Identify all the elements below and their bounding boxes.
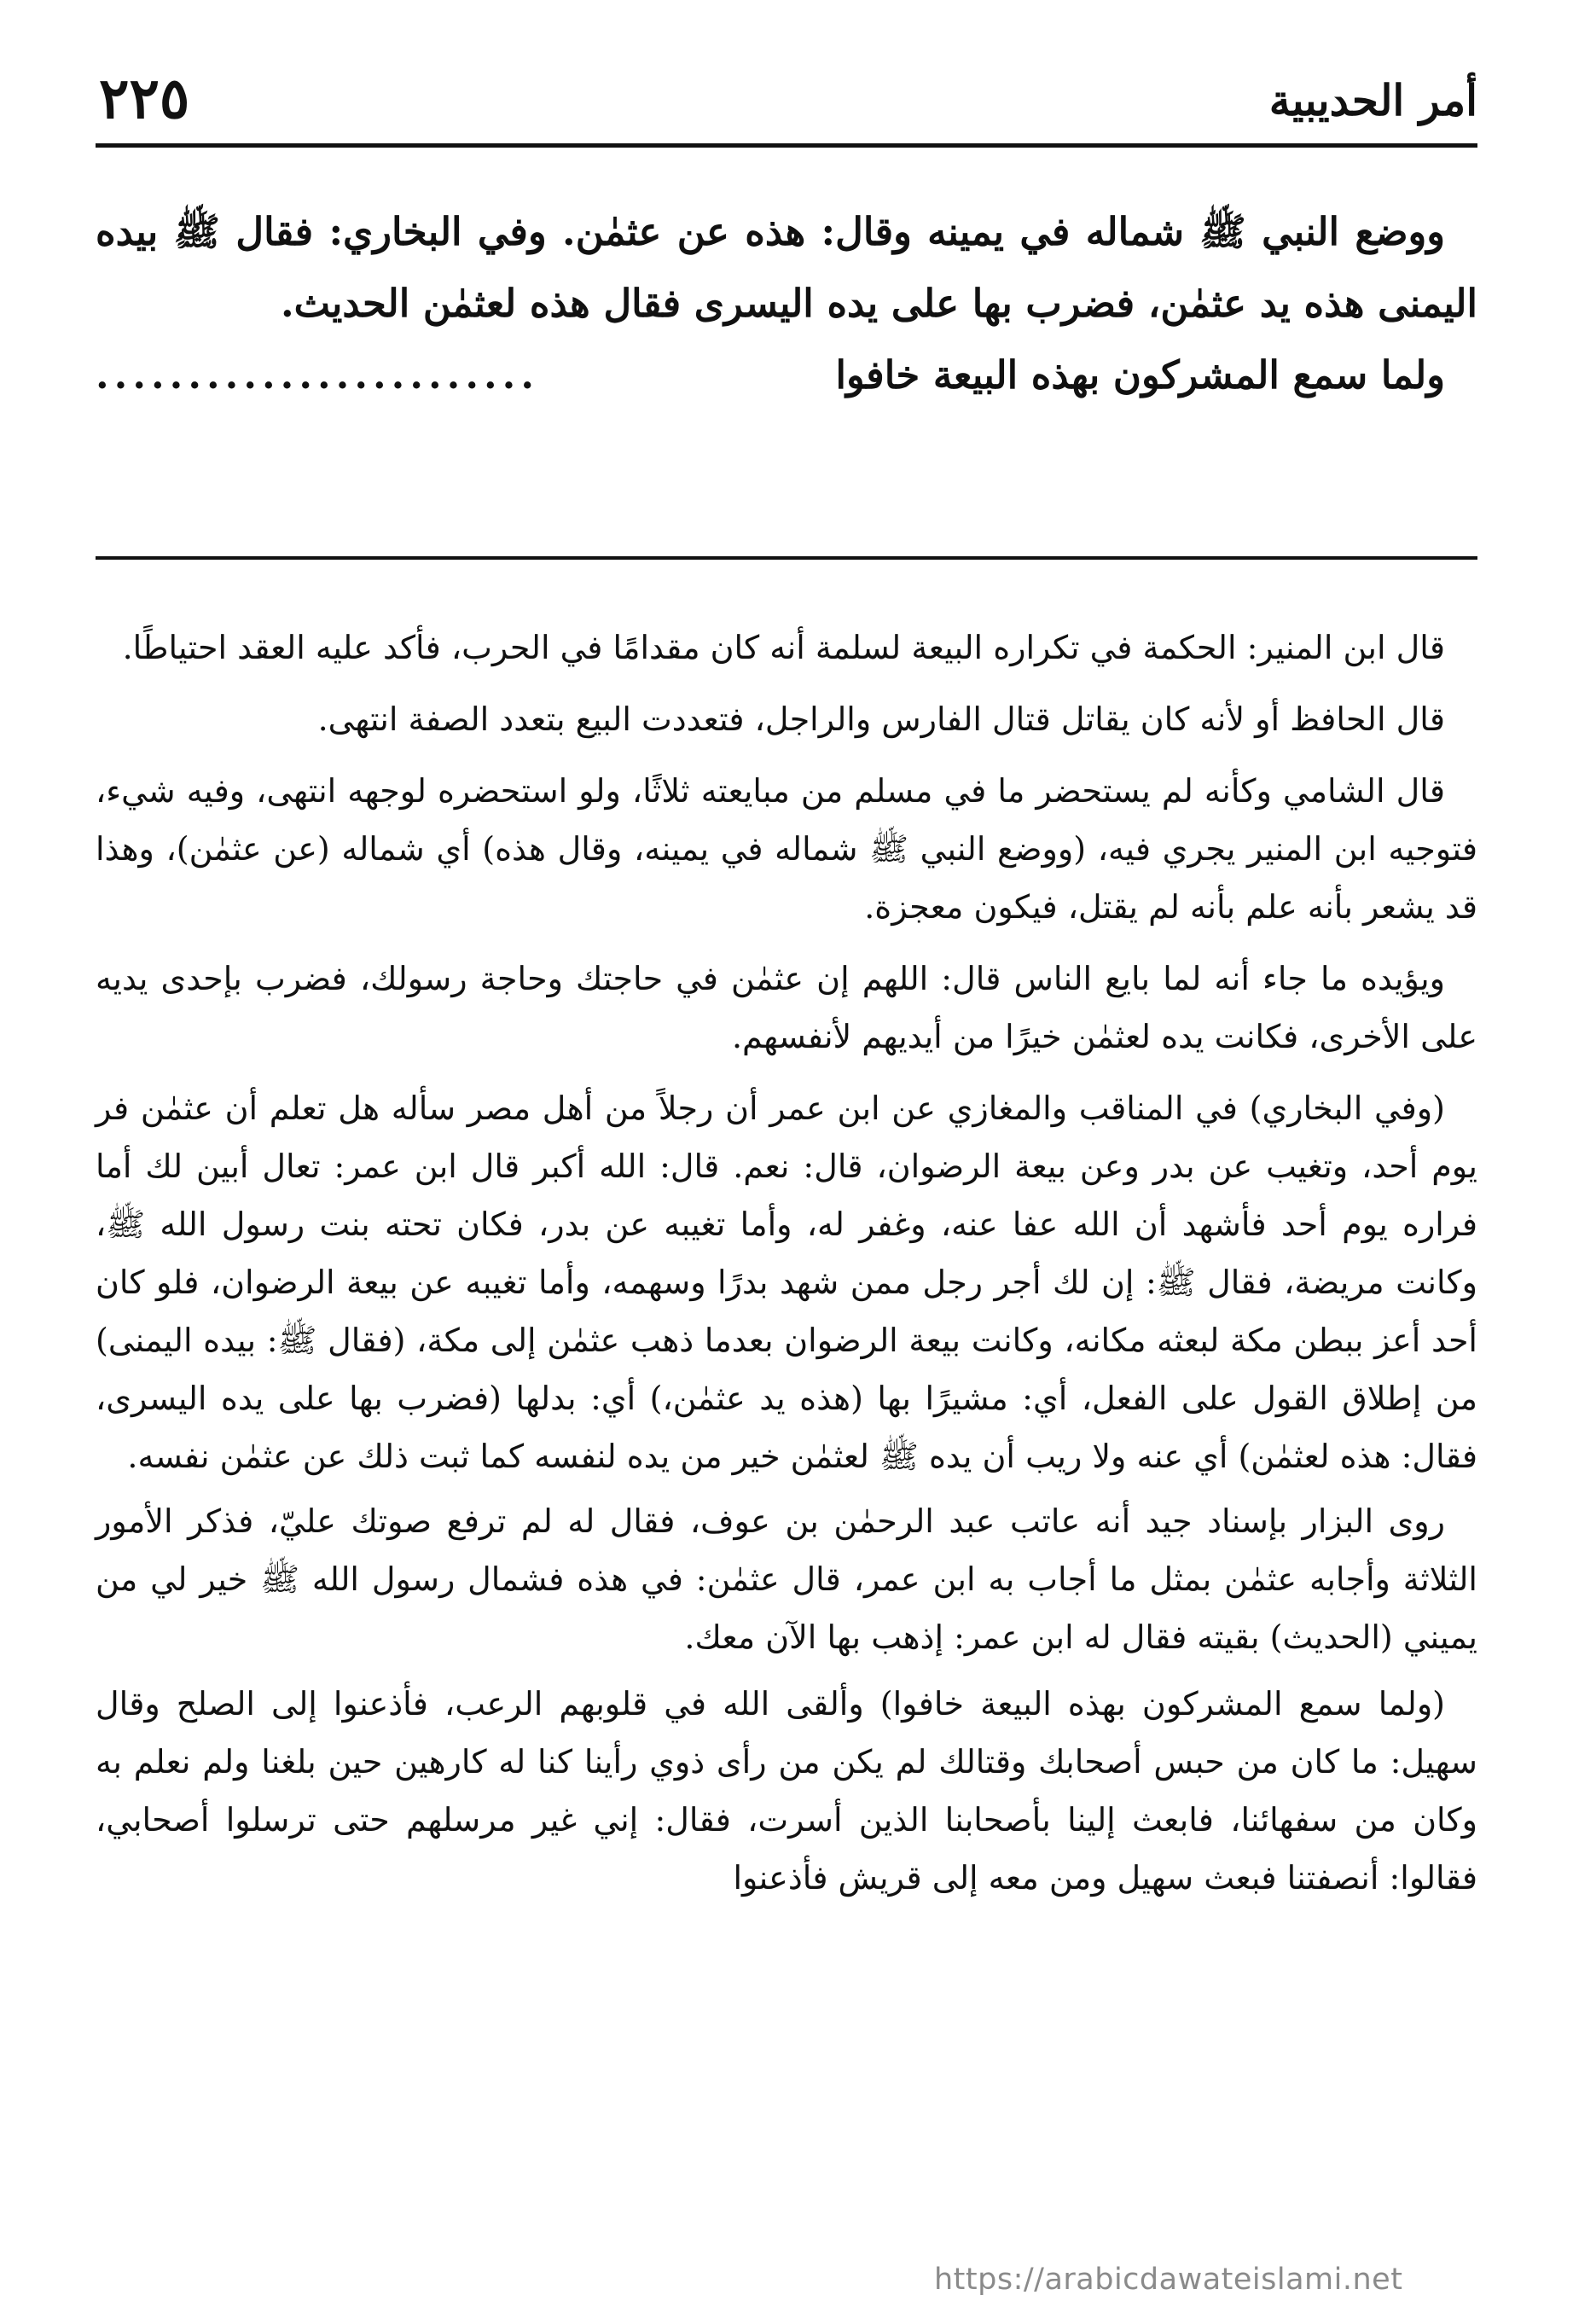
commentary-paragraph: قال ابن المنير: الحكمة في تكراره البيعة لسلمة أنه كان مقدامًا في الحرب، فأكد عليه العقد احتياطًا.: [122, 629, 1445, 666]
commentary-text: [96, 619, 1477, 1920]
book-page: [96, 0, 1477, 2324]
commentary-paragraph: قال الشامي وكأنه لم يستحضر ما في مسلم من مبايعته ثلاثًا، ولو استحضره لوجهه انتهى، وفيه شيء، فتوجيه ابن المنير يجري فيه، (ووضع النبي ﷺ شماله في يمينه، وقال هذه) أي شماله (عن عثمٰن)، وهذا قد يشعر بأنه علم بأنه لم يقتل، فيكون معجزة.: [96, 772, 1477, 926]
chapter-title: أمر الحديبية: [1268, 75, 1477, 125]
watermark-url: https://arabicdawateislami.net: [934, 2263, 1403, 2297]
matn-paragraph-2: [96, 340, 1477, 411]
matn-text: [96, 196, 1477, 411]
running-head: [96, 60, 1477, 145]
page-number: ٢٢٥: [99, 65, 190, 131]
separator-rule: [96, 556, 1477, 560]
commentary-paragraph: (وفي البخاري) في المناقب والمغازي عن ابن عمر أن رجلاً من أهل مصر سأله هل تعلم أن عثمٰن فر يوم أحد، وتغيب عن بدر وعن بيعة الرضوان، قال: نعم. قال: الله أكبر قال ابن عمر: تعال أبين لك أما فراره يوم أحد فأشهد أن الله عفا عنه، وغفر له، وأما تغيبه عن بدر، فكان تحته بنت رسول الله ﷺ، وكانت مريضة، فقال ﷺ: إن لك أجر رجل ممن شهد بدرًا وسهمه، وأما تغيبه عن بيعة الرضوان، فلو كان أحد أعز ببطن مكة لبعثه مكانه، وكانت بيعة الرضوان بعدما ذهب عثمٰن إلى مكة، (فقال ﷺ: بيده اليمنى) من إطلاق القول على الفعل، أي: مشيرًا بها (هذه يد عثمٰن،) أي: بدلها (فضرب بها على يده اليسرى، فقال: هذه لعثمٰن) أي عنه ولا ريب أن يده ﷺ لعثمٰن خير من يده لنفسه كما ثبت ذلك عن عثمٰن نفسه.: [96, 1089, 1478, 1475]
header-rule: [96, 143, 1477, 148]
commentary-paragraph: ويؤيده ما جاء أنه لما بايع الناس قال: اللهم إن عثمٰن في حاجتك وحاجة رسولك، فضرب بإحدى يديه على الأخرى، فكانت يده لعثمٰن خيرًا من أيديهم لأنفسهم.: [96, 960, 1477, 1055]
commentary-paragraph: روى البزار بإسناد جيد أنه عاتب عبد الرحمٰن بن عوف، فقال له لم ترفع صوتك عليّ، فذكر الأمور الثلاثة وأجابه عثمٰن بمثل ما أجاب به ابن عمر، قال عثمٰن: في هذه فشمال رسول الله ﷺ خير لي من يميني (الحديث) بقيته فقال له ابن عمر: إذهب بها الآن معك.: [96, 1502, 1477, 1656]
continuation-dots: ........................: [96, 352, 539, 398]
commentary-paragraph: قال الحافظ أو لأنه كان يقاتل قتال الفارس والراجل، فتعددت البيع بتعدد الصفة انتهى.: [317, 700, 1445, 738]
matn-paragraph-1: ووضع النبي ﷺ شماله في يمينه وقال: هذه عن عثمٰن. وفي البخاري: فقال ﷺ بيده اليمنى هذه يد عثمٰن، فضرب بها على يده اليسرى فقال هذه لعثمٰن الحديث.: [96, 209, 1477, 326]
matn-paragraph-2-text: ولما سمع المشركون بهذه البيعة خافوا: [835, 352, 1445, 398]
commentary-paragraph: (ولما سمع المشركون بهذه البيعة خافوا) وألقى الله في قلوبهم الرعب، فأذعنوا إلى الصلح وقال سهيل: ما كان من حبس أصحابك وقتالك لم يكن من رأى ذوي رأينا كنا له كارهين حين بلغنا ولم نعلم به وكان من سفهائنا، فابعث إلينا بأصحابنا الذين أسرت، فقال: إني غير مرسلهم حتى ترسلوا أصحابي، فقالوا: أنصفتنا فبعث سهيل ومن معه إلى قريش فأذعنوا: [96, 1685, 1477, 1897]
